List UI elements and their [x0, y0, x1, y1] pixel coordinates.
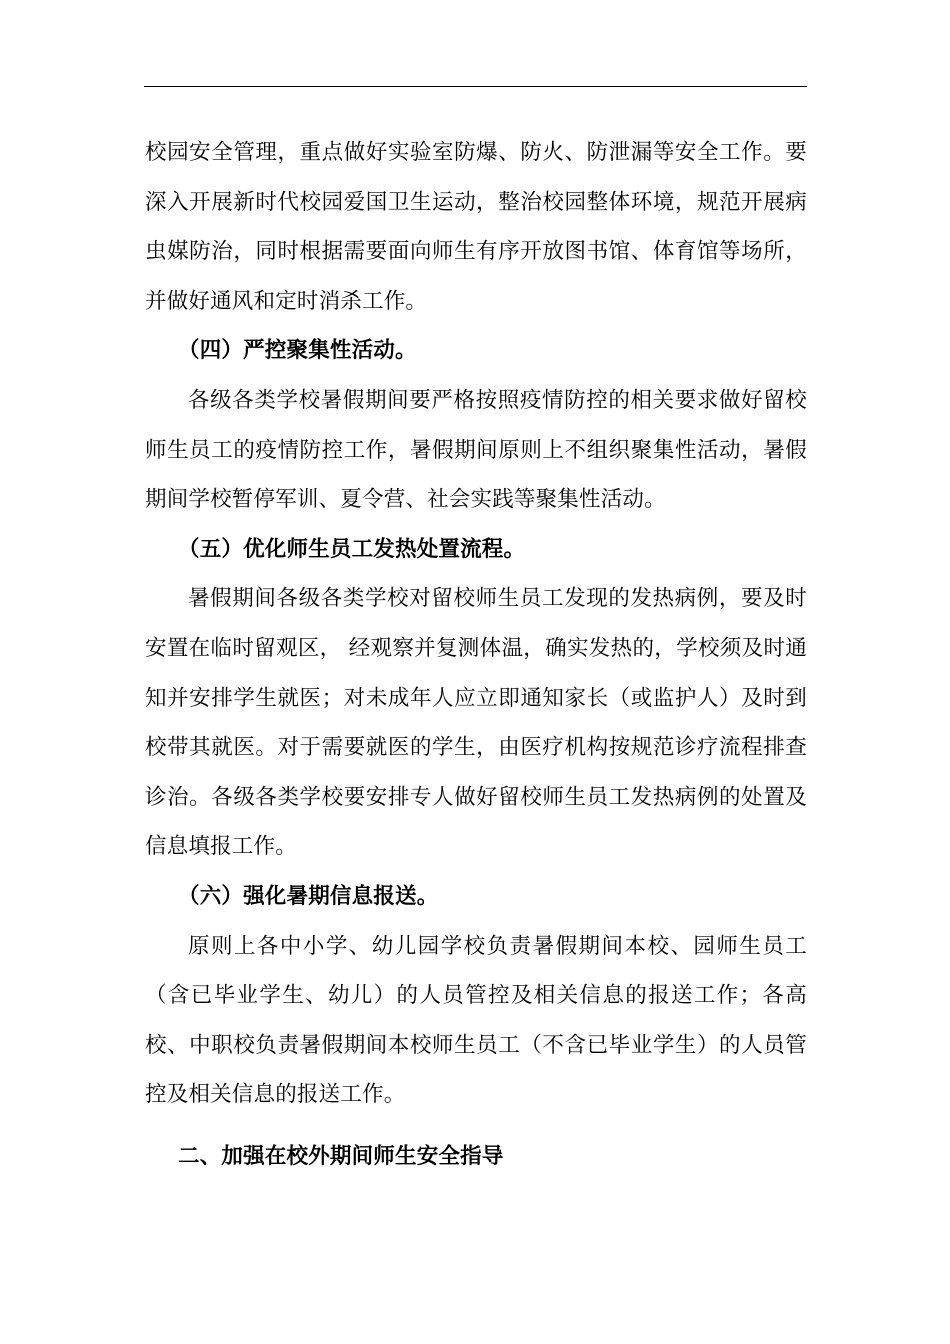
heading-gathering-control: （四）严控聚集性活动。 [178, 338, 417, 364]
section-heading-offcampus-safety: 二、加强在校外期间师生安全指导 [178, 1143, 504, 1169]
paragraph-campus-safety: 校园安全管理，重点做好实验室防爆、防火、防泄漏等安全工作。要深入开展新时代校园爱国卫生运动，整治校园整体环境，规范开展病虫媒防治，同时根据需要面向师生有序开放图书馆、体育馆等场所，并做好通风和定时消杀工作。 [145, 140, 807, 314]
heading-info-reporting: （六）强化暑期信息报送。 [178, 883, 439, 909]
paragraph-fever-process: 暑假期间各级各类学校对留校师生员工发现的发热病例，要及时安置在临时留观区， 经观察并复测体温，确实发热的，学校须及时通知并安排学生就医；对未成年人应立即通知家长（或监护人）及时到校带其就医。对于需要就医的学生，由医疗机构按规范诊疗流程排查诊治。各级各类学校要安排专人做好留校师生员工发热病例的处置及信息填报工作。 [145, 586, 807, 860]
paragraph-info-reporting: 原则上各中小学、幼儿园学校负责暑假期间本校、园师生员工（含已毕业学生、幼儿）的人员管控及相关信息的报送工作；各高校、中职校负责暑假期间本校师生员工（不含已毕业学生）的人员管控及相关信息的报送工作。 [145, 933, 807, 1108]
heading-fever-process: （五）优化师生员工发热处置流程。 [178, 536, 526, 562]
paragraph-gathering-control: 各级各类学校暑假期间要严格按照疫情防控的相关要求做好留校师生员工的疫情防控工作，暑假期间原则上不组织聚集性活动，暑假期间学校暂停军训、夏令营、社会实践等聚集性活动。 [145, 387, 807, 513]
header-rule [144, 86, 807, 87]
document-body [145, 128, 807, 1181]
